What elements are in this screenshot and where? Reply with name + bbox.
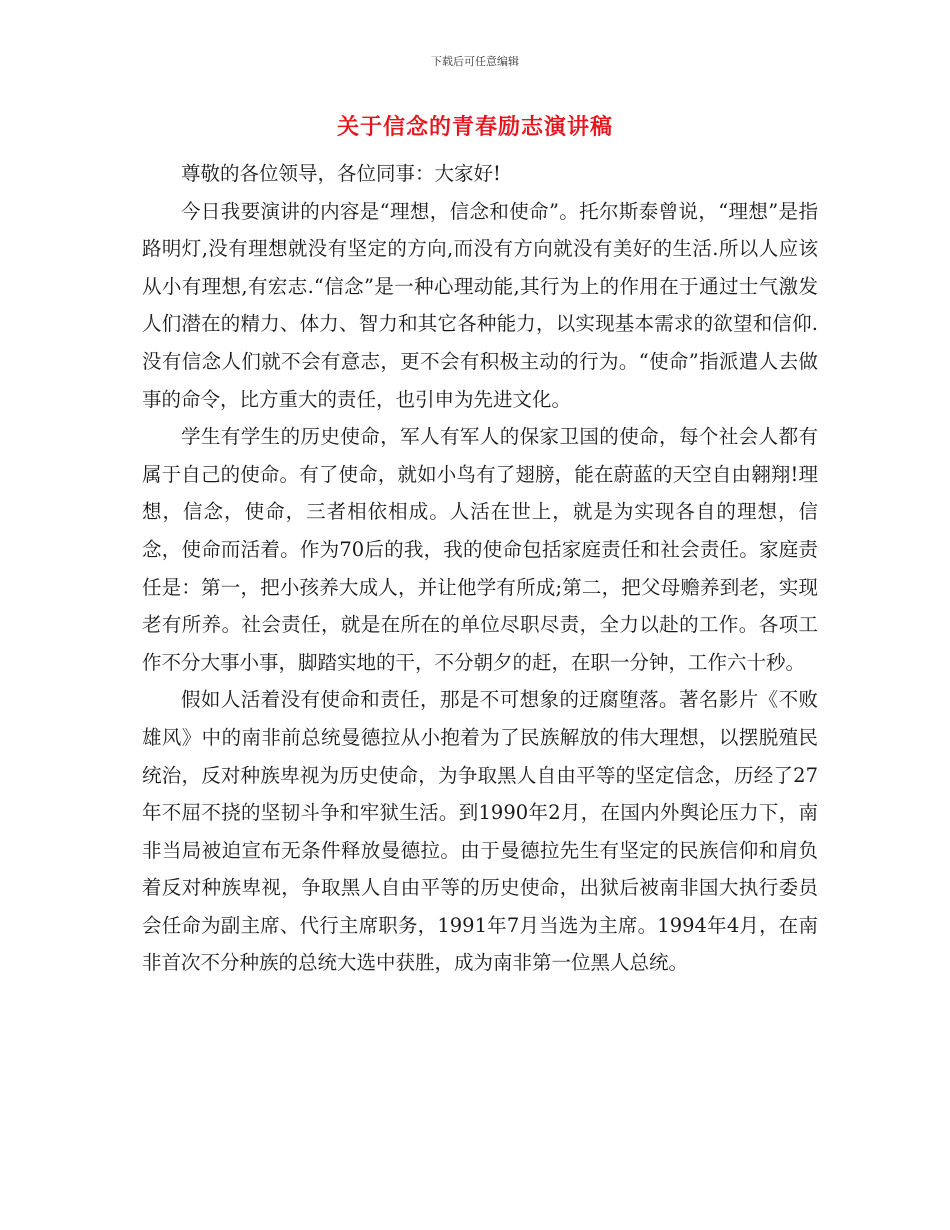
document-body: [142, 155, 818, 982]
document-title: 关于信念的青春励志演讲稿: [336, 115, 613, 140]
body-paragraph-1: 今日我要演讲的内容是“理想，信念和使命”。托尔斯泰曾说，“理想”是指路明灯,没有理想就没有坚定的方向,而没有方向就没有美好的生活.所以人应该从小有理想,有宏志.“信念”是一种心理动能,其行为上的作用在于通过士气激发人们潜在的精力、体力、智力和其它各种能力，以实现基本需求的欲望和信仰.没有信念人们就不会有意志，更不会有积极主动的行为。“使命”指派遣人去做事的命令，比方重大的责任，也引申为先进文化。: [142, 199, 818, 411]
greeting-paragraph: 尊敬的各位领导，各位同事：大家好!: [181, 162, 501, 185]
body-paragraph-2: 学生有学生的历史使命，军人有军人的保家卫国的使命，每个社会人都有属于自己的使命。有了使命，就如小鸟有了翅膀，能在蔚蓝的天空自由翱翔!理想，信念，使命，三者相依相成。人活在世上，就是为实现各自的理想，信念，使命而活着。作为70后的我，我的使命包括家庭责任和社会责任。家庭责任是：第一，把小孩养大成人，并让他学有所成;第二，把父母赡养到老，实现老有所养。社会责任，就是在所在的单位尽职尽责，全力以赴的工作。各项工作不分大事小事，脚踏实地的干，不分朝夕的赶，在职一分钟，工作六十秒。: [142, 425, 818, 674]
header-note: 下载后可任意编辑: [431, 55, 519, 68]
body-paragraph-3: 假如人活着没有使命和责任，那是不可想象的迂腐堕落。著名影片《不败雄风》中的南非前总统曼德拉从小抱着为了民族解放的伟大理想，以摆脱殖民统治，反对种族卑视为历史使命，为争取黑人自由平等的坚定信念，历经了27年不屈不挠的坚韧斗争和牢狱生活。到1990年2月，在国内外舆论压力下，南非当局被迫宣布无条件释放曼德拉。由于曼德拉先生有坚定的民族信仰和肩负着反对种族卑视，争取黑人自由平等的历史使命，出狱后被南非国大执行委员会任命为副主席、代行主席职务，1991年7月当选为主席。1994年4月，在南非首次不分种族的总统大选中获胜，成为南非第一位黑人总统。: [142, 688, 818, 975]
